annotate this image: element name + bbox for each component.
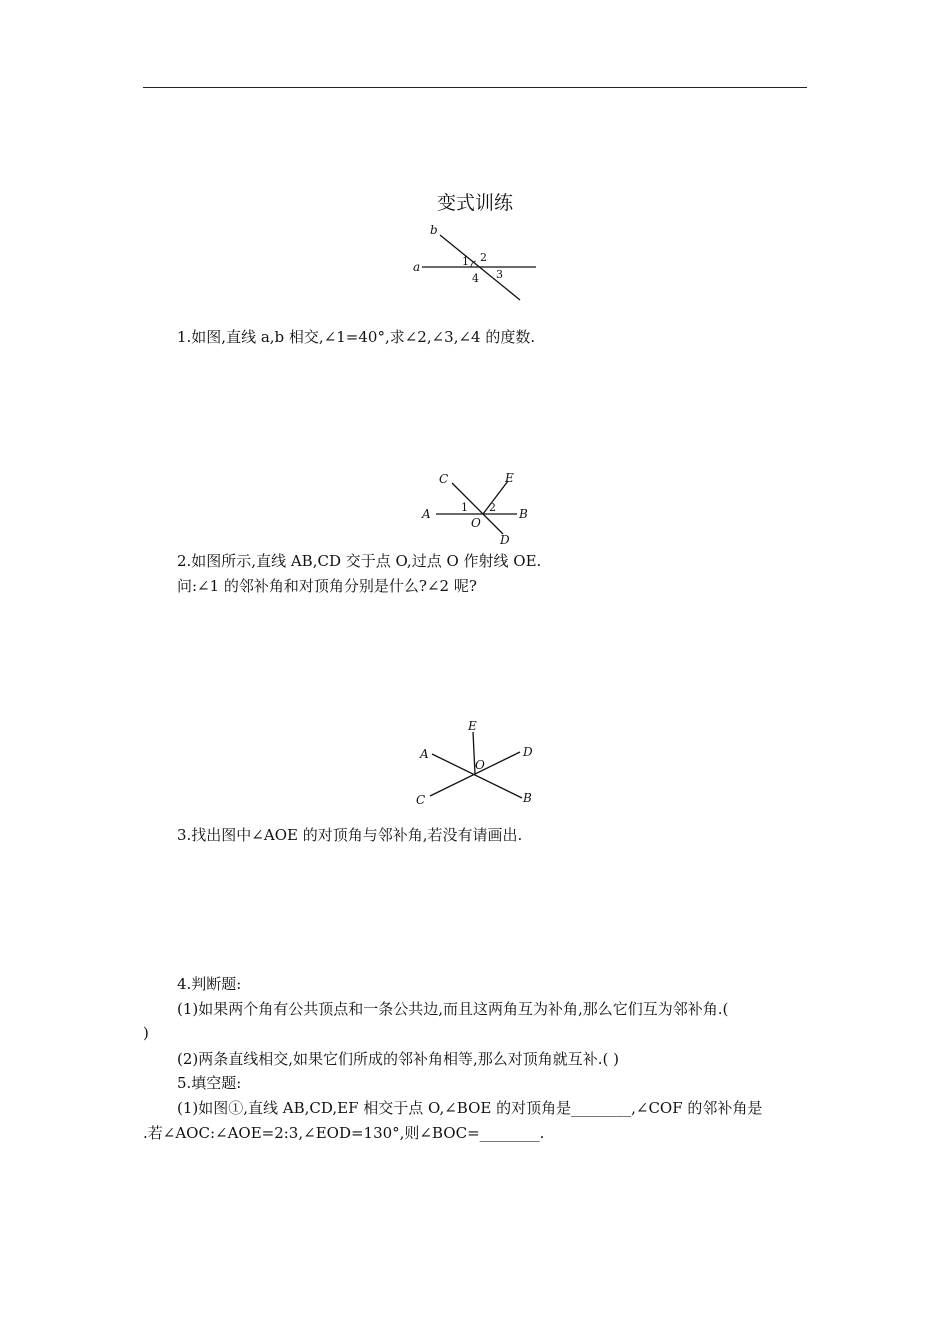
label-a: A <box>420 747 429 761</box>
header-rule <box>143 87 807 88</box>
label-a: A <box>422 507 431 521</box>
section-title: 变式训练 <box>436 192 513 214</box>
label-b: B <box>523 791 532 805</box>
angle-label-2: 2 <box>489 501 496 514</box>
label-e: E <box>468 719 477 733</box>
question-5-heading: 5.填空题: <box>177 1074 242 1092</box>
angle-label-4: 4 <box>472 272 479 285</box>
question-4-item-1-line-1: (1)如果两个角有公共顶点和一条公共边,而且这两角互为补角,那么它们互为邻补角.( <box>177 1000 729 1018</box>
label-b: b <box>430 223 438 237</box>
label-o: O <box>475 758 485 772</box>
label-e: E <box>505 471 514 485</box>
question-5-item-1-line-1: (1)如图①,直线 AB,CD,EF 相交于点 O,∠BOE 的对顶角是________,∠COF 的邻补角是 <box>177 1099 763 1117</box>
angle-label-1: 1 <box>462 255 469 268</box>
question-4-item-2: (2)两条直线相交,如果它们所成的邻补角相等,那么对顶角就互补.( ) <box>177 1050 620 1068</box>
question-5-item-1-line-2: .若∠AOC:∠AOE=2:3,∠EOD=130°,则∠BOC=________. <box>143 1124 545 1142</box>
question-1: 1.如图,直线 a,b 相交,∠1=40°,求∠2,∠3,∠4 的度数. <box>177 328 536 346</box>
question-4-item-1-line-2: ) <box>143 1024 149 1042</box>
figure-3-lines-at-o <box>410 714 544 810</box>
label-c: C <box>439 472 449 486</box>
question-2-line-1: 2.如图所示,直线 AB,CD 交于点 O,过点 O 作射线 OE. <box>177 552 542 570</box>
label-c: C <box>416 793 426 807</box>
figure-1-intersecting-lines <box>408 220 544 310</box>
label-b: B <box>519 507 528 521</box>
label-d: D <box>500 533 510 547</box>
angle-label-2: 2 <box>480 251 487 264</box>
question-3: 3.找出图中∠AOE 的对顶角与邻补角,若没有请画出. <box>177 826 523 844</box>
label-a: a <box>413 260 421 274</box>
question-4-heading: 4.判断题: <box>177 975 242 993</box>
label-d: D <box>523 745 533 759</box>
angle-label-3: 3 <box>496 268 503 281</box>
figure-2-rays-at-o <box>414 466 538 548</box>
label-o: O <box>471 516 481 530</box>
angle-label-1: 1 <box>461 501 468 514</box>
question-2-line-2: 问:∠1 的邻补角和对顶角分别是什么?∠2 呢? <box>177 577 477 595</box>
